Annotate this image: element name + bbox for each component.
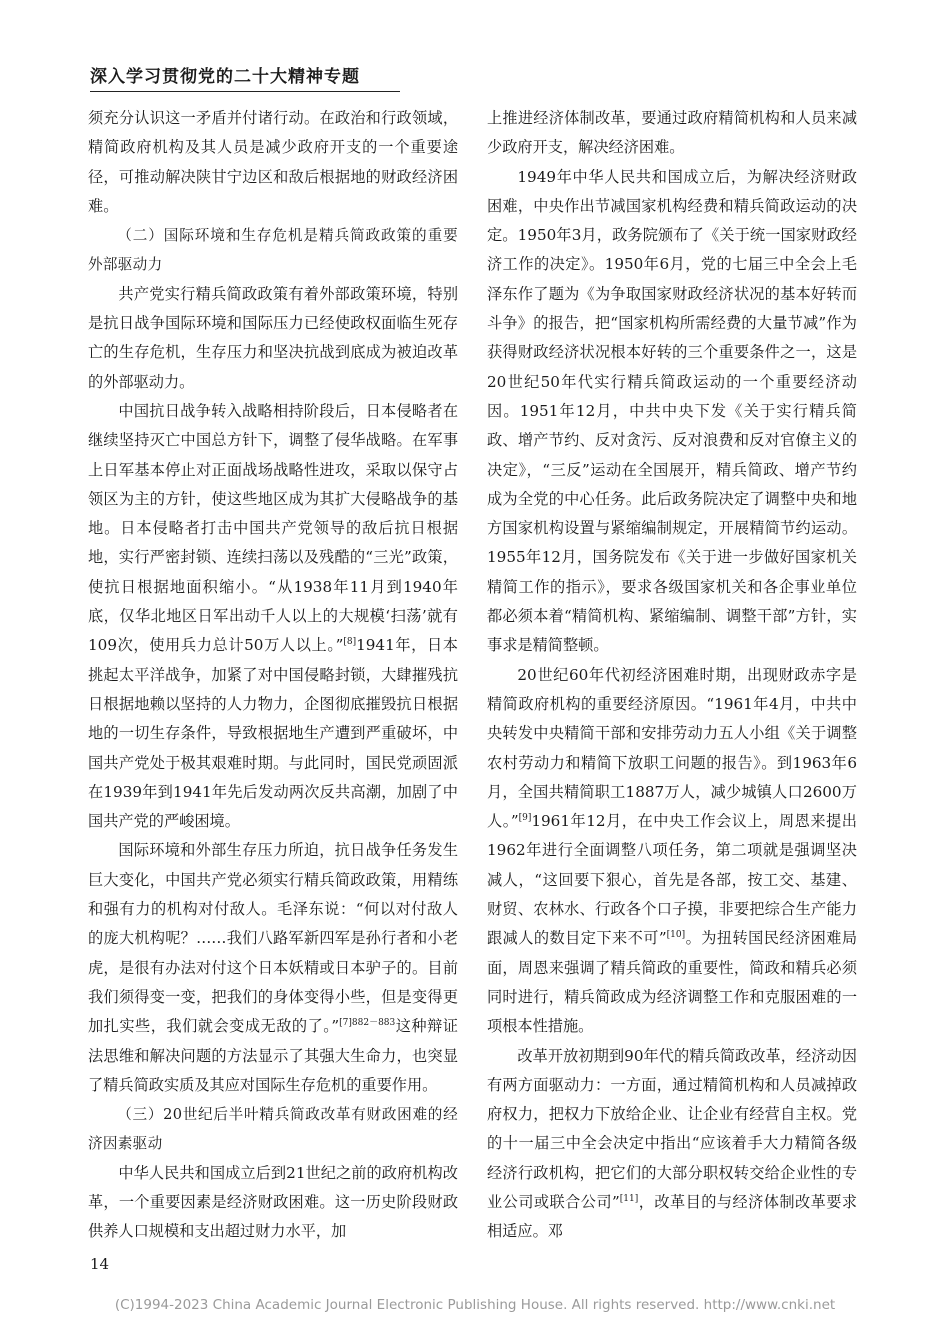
paragraph-text: 这种辩证法思维和解决问题的方法显示了其强大生命力，也突显了精兵简政实质及其应对国际生存危机的重要作用。 (88, 1017, 458, 1094)
copyright-footer: (C)1994-2023 China Academic Journal Electronic Publishing House. All rights reserved. http://www.cnki.net (114, 1297, 836, 1313)
paragraph-text: 。为扭转国民经济困难局面，周恩来强调了精兵简政的重要性，简政和精兵必须同时进行，精兵简政成为经济调整工作和克服困难的一项根本性措施。 (487, 929, 857, 1036)
section-heading: （二）国际环境和生存危机是精兵简政政策的重要外部驱动力 (88, 227, 458, 274)
paragraph-text: 中国抗日战争转入战略相持阶段后，日本侵略者在继续坚持灭亡中国总方针下，调整了侵华战略。在军事上日军基本停止对正面战场战略性进攻，采取以保守占领区为主的方针，使这些地区成为其扩大侵略战争的基地。日本侵略者打击中国共产党领导的敌后抗日根据地，实行严密封锁、连续扫荡以及残酷的“三光”政策，使抗日根据地面积缩小。“从1938年11月到1940年底，仅华北地区日军出动千人以上的大规模‘扫荡’就有109次，使用兵力总计50万人以上。” (88, 401, 458, 655)
paragraph-text: ，改革目的与经济体制改革要求相适应。邓 (487, 1192, 857, 1241)
paragraph: 共产党实行精兵简政政策有着外部政策环境，特别是抗日战争国际环境和国际压力已经使政权面临生死存亡的生存危机，生存压力和坚决抗战到底成为被迫改革的外部驱动力。 (88, 284, 458, 391)
citation-ref: [8] (343, 637, 357, 648)
citation-ref: [9] (518, 813, 532, 824)
paragraph (487, 661, 857, 1042)
paragraph-text: 1961年12月，在中央工作会议上，周恩来提出1962年进行全面调整八项任务，第二项就是强调坚决减人，“这回要下狠心，首先是各部，按工交、基建、财贸、农林水、行政各个口子摸，非要把综合生产能力跟减人的数目定下来不可” (487, 812, 857, 948)
journal-header: 深入学习贯彻党的二十大精神专题 (90, 62, 400, 92)
paragraph-text: 1941年，日本挑起太平洋战争，加紧了对中国侵略封锁，大肆摧残抗日根据地赖以坚持的人力物力，企图彻底摧毁抗日根据地的一切生存条件，导致根据地生产遭到严重破坏，中国共产党处于极其艰难时期。与此同时，国民党顽固派在1939年到1941年先后发动两次反共高潮，加剧了中国共产党的严峻困境。 (88, 636, 458, 831)
right-column (487, 104, 857, 1247)
paragraph-text: 国际环境和外部生存压力所迫，抗日战争任务发生巨大变化，中国共产党必须实行精兵简政政策，用精练和强有力的机构对付敌人。毛泽东说：“何以对付敌人的庞大机构呢？……我们八路军新四军是孙行者和小老虎，是很有办法对付这个日本妖精或日本驴子的。目前我们须得变一变，把我们的身体变得小些，但是变得更加扎实些，我们就会变成无敌的了。” (88, 841, 458, 1036)
citation-ref: [10] (666, 930, 686, 941)
citation-ref: [7]882－883 (339, 1018, 396, 1029)
paragraph: 须充分认识这一矛盾并付诸行动。在政治和行政领域，精简政府机构及其人员是减少政府开支的一个重要途径，可推动解决陕甘宁边区和敌后根据地的财政经济困难。 (88, 109, 458, 215)
paragraph-text: 20世纪60年代初经济困难时期，出现财政赤字是精简政府机构的重要经济原因。“1961年4月，中共中央转发中央精简干部和安排劳动力五人小组《关于调整农村劳动力和精简下放职工问题的报告》。到1963年6月，全国共精简职工1887万人，减少城镇人口2600万人。” (487, 665, 857, 831)
paragraph: 中华人民共和国成立后到21世纪之前的政府机构改革，一个重要因素是经济财政困难。这一历史阶段财政供养人口规模和支出超过财力水平，加 (88, 1163, 458, 1241)
paragraph (88, 836, 458, 1100)
paragraph: 上推进经济体制改革，要通过政府精简机构和人员来减少政府开支，解决经济困难。 (487, 109, 857, 157)
paragraph-text: 改革开放初期到90年代的精兵简政改革，经济动因有两方面驱动力：一方面，通过精简机构和人员减掉政府权力，把权力下放给企业、让企业有经营自主权。党的十一届三中全会决定中指出“应该着手大力精简各级经济行政机构，把它们的大部分职权转交给企业性的专业公司或联合公司” (487, 1046, 857, 1211)
section-heading: （三）20世纪后半叶精兵简政改革有财政困难的经济因素驱动 (88, 1106, 458, 1153)
page-number: 14 (90, 1255, 110, 1273)
left-column (88, 104, 458, 1247)
paragraph (487, 1042, 857, 1247)
paragraph (88, 397, 458, 836)
paragraph: 1949年中华人民共和国成立后，为解决经济财政困难，中央作出节减国家机构经费和精兵简政运动的决定。1950年3月，政务院颁布了《关于统一国家财政经济工作的决定》。1950年6月，党的七届三中全会上毛泽东作了题为《为争取国家财政经济状况的基本好转而斗争》的报告，把“国家机构所需经费的大量节减”作为获得财政经济状况根本好转的三个重要条件之一，这是20世纪50年代实行精兵简政运动的一个重要经济动因。1951年12月，中共中央下发《关于实行精兵简政、增产节约、反对贪污、反对浪费和反对官僚主义的决定》，“三反”运动在全国展开，精兵简政、增产节约成为全党的中心任务。此后政务院决定了调整中央和地方国家机构设置与紧缩编制规定，开展精简节约运动。1955年12月，国务院发布《关于进一步做好国家机关精简工作的指示》，要求各级国家机关和各企事业单位都必须本着“精简机构、紧缩编制、调整干部”方针，实事求是精简整顿。 (487, 167, 857, 655)
citation-ref: [11] (619, 1193, 639, 1204)
